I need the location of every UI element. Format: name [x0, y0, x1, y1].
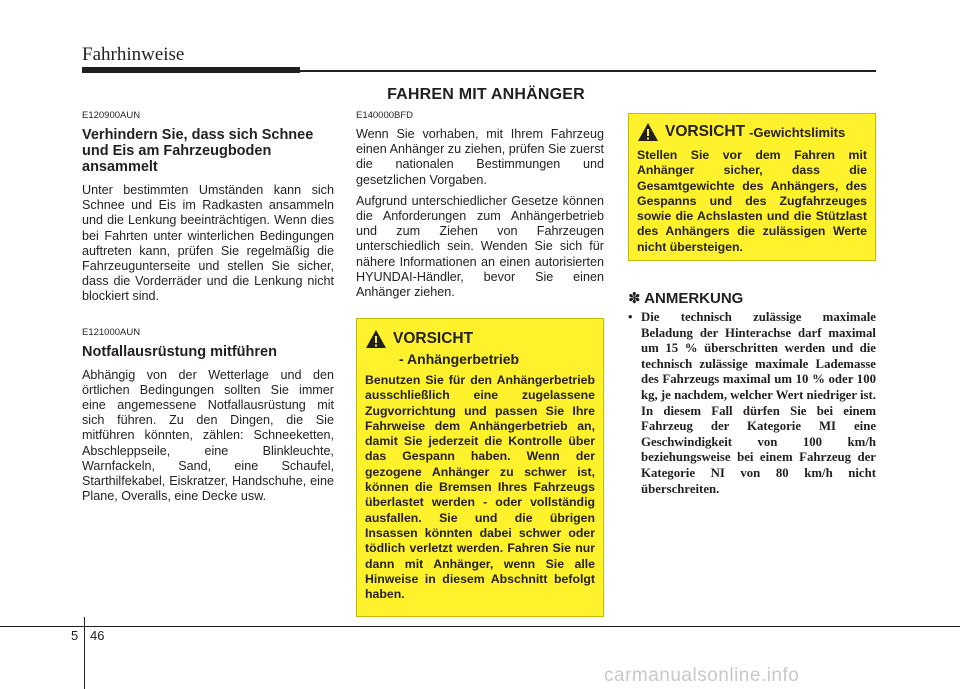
warning-triangle-icon — [637, 122, 659, 142]
block-body: Abhängig von der Wetterlage und den örtlichen Bedingungen sollten Sie immer eine angemessene Notfallausrüstung mit sich führen. Zu den Dingen, die Sie mitführen könnten, zählen: Schneeketten, Abschleppseile, eine Blinkleuchte, Warnfackeln, Sand, eine Schaufel, Starthilfekabel, Eiskratzer, Handschuhe, eine Plane, Overalls, eine Decke usw. — [82, 367, 334, 504]
warning-body: Benutzen Sie für den Anhängerbetrieb ausschließlich eine zugelassene Zugvorrichtung und passen Sie Ihre Fahrweise dem Anhängerbetrieb an, damit Sie jederzeit die Kontrolle über das Gespann haben. Wenn der gezogene Anhänger zu schwer ist, können die Bremsen Ihres Fahrzeugs überlastet werden - oder vollständig ausfallen. Sie und die übrigen Insassen könnten dabei schwer oder tödlich verletzt werden. Fahren Sie nur dann mit Anhänger, wenn Sie alle Hinweise in diesem Abschnitt befolgt haben. — [365, 373, 595, 602]
block-body: Aufgrund unterschiedlicher Gesetze können die Anforderungen zum Anhängerbetrieb und zum Ziehen von Fahrzeugen unterschiedlich sein. Wenden Sie sich für nähere Informationen an einen autorisierten HYUNDAI-Händler, bevor Sie einen Anhänger ziehen. — [356, 193, 604, 300]
column-left — [82, 110, 334, 510]
warning-header — [637, 122, 867, 142]
header-rule — [300, 70, 876, 72]
list-item — [628, 310, 876, 497]
warning-label: VORSICHT — [665, 123, 746, 140]
block-code: E121000AUN — [82, 326, 141, 338]
warning-box-weight — [628, 113, 876, 261]
column-middle — [356, 110, 604, 306]
warning-subtitle: -Gewichtslimits — [749, 124, 846, 140]
block-heading: Notfallausrüstung mitführen — [82, 343, 277, 360]
warning-label: VORSICHT — [393, 330, 474, 347]
block-heading: Verhindern Sie, dass sich Schnee und Eis am Fahrzeugboden ansammelt — [82, 127, 314, 175]
bullet: • — [628, 310, 633, 324]
page-header-title: Fahrhinweise — [82, 44, 185, 65]
note-list — [628, 310, 876, 497]
header-bar — [82, 67, 300, 73]
warning-body: Stellen Sie vor dem Fahren mit Anhänger sicher, dass die Gesamtgewichte des Anhängers, des Gespanns und des Zugfahrzeuges sowie die Achslasten und die Stützlast des Anhängers die zulässigen Werte nicht übersteigen. — [637, 148, 867, 254]
block-body: Wenn Sie vorhaben, mit Ihrem Fahrzeug einen Anhänger zu ziehen, prüfen Sie zuerst die nationalen Bestimmungen und gesetzlichen Vorgaben. — [356, 127, 604, 187]
warning-subtitle: - Anhängerbetrieb — [399, 351, 520, 367]
footer-divider — [84, 617, 85, 689]
note-text: Die technisch zulässige maximale Beladung der Hinterachse darf maximal um 15 % überschritten werden und die technisch zulässige maximale Lademasse des Fahrzeugs maximal um 10 % oder 100 kg, je nachdem, welcher Wert niedriger ist. In diesem Fall dürfen Sie bei einem Fahrzeug der Kategorie MI eine Geschwindigkeit von 100 km/h beziehungsweise bei einem Fahrzeug der Kategorie NI von 80 km/h nicht überschreiten. — [641, 310, 876, 496]
block-code: E120900AUN — [82, 110, 141, 121]
note-title: ✽ ANMERKUNG — [628, 290, 744, 307]
chapter-number: 5 — [71, 628, 79, 643]
watermark: carmanualsonline.info — [604, 665, 800, 686]
section-title: FAHREN MIT ANHÄNGER — [387, 86, 585, 103]
block-code: E140000BFD — [356, 110, 414, 121]
warning-box-trailer — [356, 318, 604, 617]
block-body: Unter bestimmten Umständen kann sich Schnee und Eis im Radkasten ansammeln und die Lenkung beeinträchtigen. Wenn dies bei Fahrten unter winterlichen Bedingungen auftreten kann, prüfen Sie regelmäßig die Fahrzeugunterseite und stellen Sie sicher, dass die Vorderräder und die Lenkung nicht blockiert sind. — [82, 183, 334, 304]
footer-rule — [0, 626, 960, 627]
page-number: 46 — [90, 628, 105, 643]
warning-triangle-icon — [365, 329, 387, 349]
warning-header — [365, 329, 595, 349]
